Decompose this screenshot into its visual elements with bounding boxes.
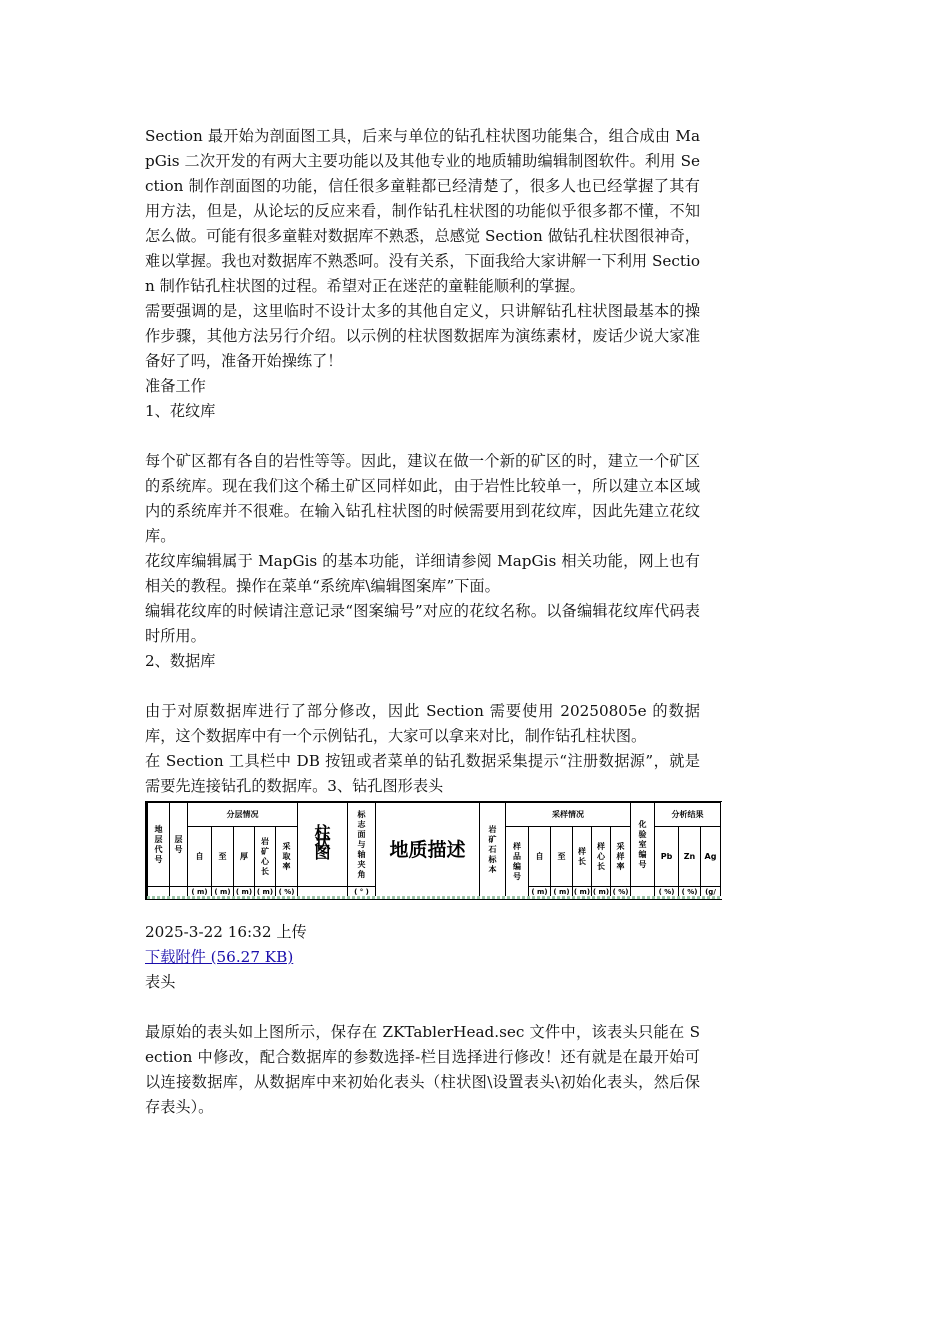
header-sample-from: 自 — [529, 827, 551, 887]
paragraph-pattern-1: 每个矿区都有各自的岩性等等。因此，建议在做一个新的矿区的时，建立一个矿区的系统库。现在我们这个稀土矿区同样如此，由于岩性比较单一，所以建立本区域内的系统库并不很难。在输入钻孔柱状图的时候需要用到花纹库，因此先建立花纹库。 — [145, 452, 700, 545]
unit-m: ( m) — [212, 887, 234, 898]
upload-timestamp: 2025-3-22 16:32 上传 — [145, 923, 307, 941]
paragraph-emphasis: 需要强调的是，这里临时不设计太多的其他自定义，只讲解钻孔柱状图最基本的操作步骤，其他方法另行介绍。以示例的柱状图数据库为演练素材，废话少说大家准备好了吗，准备开始操练了！ — [145, 302, 700, 370]
table-header-image — [145, 801, 722, 900]
header-rock-specimen: 岩矿石标本 — [480, 803, 506, 898]
header-core-length: 岩矿心长 — [255, 827, 276, 887]
unit-pct: ( %) — [276, 887, 298, 898]
header-sample-rate: 采样率 — [611, 827, 631, 887]
unit-blank — [170, 887, 188, 898]
heading-preparation: 准备工作 — [145, 377, 206, 395]
header-recovery: 采取率 — [276, 827, 298, 887]
paragraph-database-1: 由于对原数据库进行了部分修改，因此 Section 需要使用 20250805e 的数据库，这个数据库中有一个示例钻孔，大家可以拿来对比，制作钻孔柱状图。 — [145, 702, 700, 745]
unit-pct: ( %) — [655, 887, 679, 898]
header-lab-no: 化验室编号 — [631, 803, 655, 887]
unit-m: ( m) — [188, 887, 212, 898]
paragraph-table-header: 最原始的表头如上图所示，保存在 ZKTablerHead.sec 文件中，该表头只能在 Section 中修改，配合数据库的参数选择-栏目选择进行修改！还有就是在最开始可以连接数据库，从数据库中来初始化表头（柱状图\设置表头\初始化表头，然后保存表头）。 — [145, 1023, 700, 1116]
image-caption: 表头 — [145, 973, 176, 991]
blank-line — [145, 995, 700, 1020]
unit-pct: ( %) — [679, 887, 701, 898]
borehole-table-header — [147, 802, 721, 898]
header-sample-core: 样心长 — [592, 827, 611, 887]
header-stratum-code: 地层代号 — [148, 803, 170, 887]
download-attachment-link[interactable]: 下载附件 (56.27 KB) — [145, 948, 294, 966]
heading-pattern-library: 1、花纹库 — [145, 402, 216, 420]
header-geology-description: 地质描述 — [376, 803, 480, 898]
resize-handle-icon — [145, 896, 149, 900]
header-pb: Pb — [655, 827, 679, 887]
blank-line — [145, 674, 700, 699]
header-layering-group: 分层情况 — [188, 803, 298, 827]
unit-m: ( m) — [234, 887, 255, 898]
paragraph-database-2: 在 Section 工具栏中 DB 按钮或者菜单的钻孔数据采集提示“注册数据源”，就是需要先连接钻孔的数据库。3、钻孔图形表头 — [145, 752, 700, 795]
header-marker-angle: 标志面与轴夹角 — [348, 803, 376, 887]
heading-database: 2、数据库 — [145, 652, 216, 670]
header-zn: Zn — [679, 827, 701, 887]
paragraph-intro: Section 最开始为剖面图工具，后来与单位的钻孔柱状图功能集合，组合成由 MapGis 二次开发的有两大主要功能以及其他专业的地质辅助编辑制图软件。利用 Section 制作剖面图的功能，信任很多童鞋都已经清楚了，很多人也已经掌握了其有用方法，但是，从论坛的反应来看，制作钻孔柱状图的功能似乎很多都不懂，不知怎么做。可能有很多童鞋对数据库不熟悉，总感觉 Section 做钻孔柱状图很神奇，难以掌握。我也对数据库不熟悉呵。没有关系，下面我给大家讲解一下利用 Section 制作钻孔柱状图的过程。希望对正在迷茫的童鞋能顺利的掌握。 — [145, 127, 700, 295]
header-to: 至 — [212, 827, 234, 887]
unit-g: (g/ — [701, 887, 721, 898]
unit-pct: ( %) — [611, 887, 631, 898]
unit-m: ( m) — [529, 887, 551, 898]
blank-line — [145, 424, 700, 449]
unit-m: ( m) — [592, 888, 610, 896]
unit-degree: ( ° ) — [348, 887, 376, 898]
unit-blank — [148, 887, 170, 898]
header-ag: Ag — [701, 827, 721, 887]
unit-m: ( m) — [255, 887, 276, 898]
header-analysis-group: 分析结果 — [655, 803, 721, 827]
header-thickness: 厚 — [234, 827, 255, 887]
header-column-chart: 柱状图 — [298, 803, 348, 887]
header-layer-no: 层号 — [170, 803, 188, 887]
unit-m: ( m) — [573, 888, 591, 896]
header-sample-to: 至 — [551, 827, 573, 887]
header-from: 自 — [188, 827, 212, 887]
download-link-wrapper — [145, 945, 700, 970]
document-body — [145, 124, 717, 1120]
header-sample-no: 样品编号 — [506, 827, 529, 898]
paragraph-pattern-3: 编辑花纹库的时候请注意记录“图案编号”对应的花纹名称。以备编辑花纹库代码表时所用。 — [145, 602, 700, 645]
paragraph-pattern-2: 花纹库编辑属于 MapGis 的基本功能，详细请参阅 MapGis 相关功能，网上也有相关的教程。操作在菜单“系统库\编辑图案库”下面。 — [145, 552, 700, 595]
unit-m: ( m) — [551, 887, 573, 898]
header-sample-length: 样长 — [573, 827, 592, 887]
unit-blank — [631, 887, 655, 898]
header-sampling-group: 采样情况 — [506, 803, 631, 827]
unit-blank — [298, 887, 348, 898]
